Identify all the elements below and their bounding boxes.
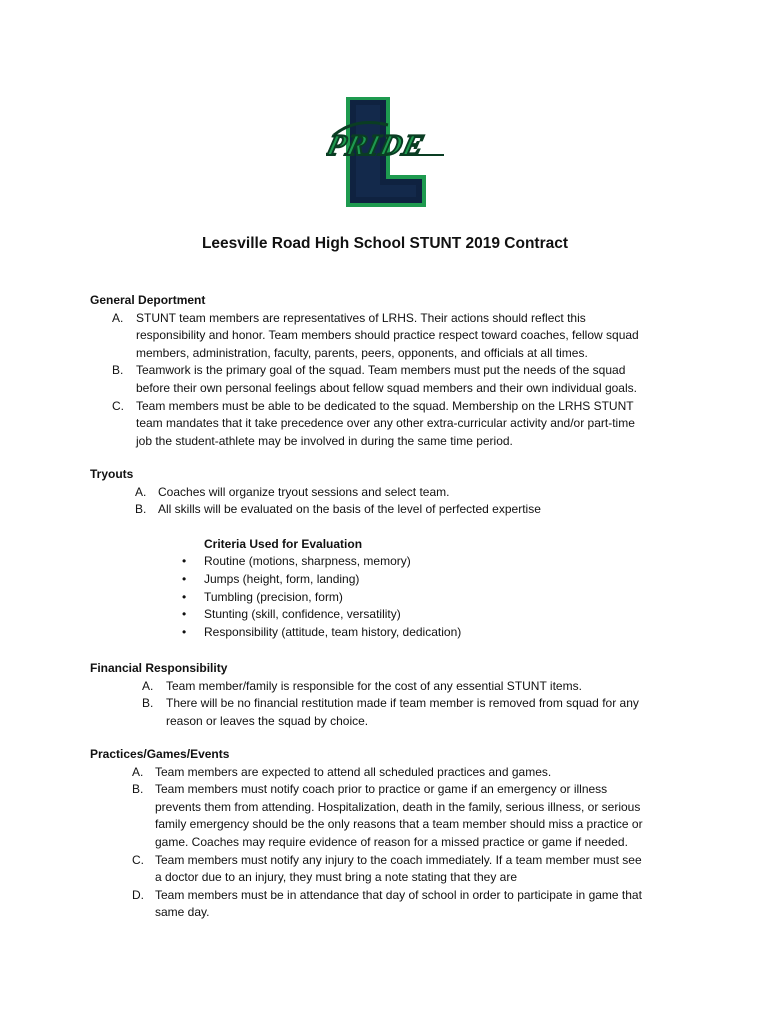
criteria-list [90,553,690,641]
bullet-icon: • [182,607,187,622]
list-item-line: Coaches will organize tryout sessions and select team. [158,484,450,499]
criteria-item [90,553,690,571]
criteria-text: Routine (motions, sharpness, memory) [204,554,411,569]
list-marker: A. [132,764,144,779]
list-marker: A. [142,678,154,693]
list-item [90,484,690,502]
criteria-item [90,624,690,642]
tryouts-list [90,484,690,519]
bullet-icon: • [182,571,187,586]
list-item-line: game. Coaches may require evidence of reason for a missed practice or game if needed. [155,834,628,849]
criteria-text: Tumbling (precision, form) [204,589,343,604]
bullet-icon: • [182,554,187,569]
list-item-line: responsibility and honor. Team members should practice respect toward coaches, fellow squad [136,328,639,343]
tryouts-section [90,466,690,641]
criteria-item [90,571,690,589]
section-heading: Financial Responsibility [90,661,228,675]
list-marker: B. [142,696,154,711]
list-item [90,852,690,887]
list-item-line: Team member/family is responsible for the cost of any essential STUNT items. [166,678,582,693]
list-item-line: prevents them from attending. Hospitalization, death in the family, serious illness, or serious [155,799,641,814]
list-item-line: Team members must notify coach prior to practice or game if an emergency or illness [155,782,608,797]
practices-section [90,746,690,922]
list-marker: B. [135,502,147,517]
list-item-line: Team members must notify any injury to the coach immediately. If a team member must see [155,852,642,867]
list-marker: C. [112,398,124,413]
list-item [90,781,690,851]
list-marker: B. [112,363,124,378]
list-item-line: family emergency should be the only reasons that a team member should miss a practice or [155,817,643,832]
list-marker: A. [135,484,147,499]
list-item [90,398,690,451]
criteria-text: Responsibility (attitude, team history, dedication) [204,624,462,639]
list-marker: C. [132,852,144,867]
list-item [90,362,690,397]
list-item [90,695,690,730]
list-item [90,764,690,782]
pride-text: PRIDE [326,128,429,162]
list-item-line: a doctor due to an injury, they must bring a note stating that they are [155,870,517,885]
bullet-icon: • [182,624,187,639]
section-heading: General Deportment [90,293,206,307]
list-item-line: Team members are expected to attend all scheduled practices and games. [155,764,552,779]
list-item-line: All skills will be evaluated on the basis of the level of perfected expertise [158,502,541,517]
list-item-line: Team members must be able to be dedicated to the squad. Membership on the LRHS STUNT [136,398,634,413]
list-item-line: before their own personal feelings about fellow squad members and their own individual goals. [136,380,637,395]
pride-l-logo-graphic [326,95,446,210]
list-item-line: job the student-athlete may be involved in during the same time period. [136,433,513,448]
list-marker: D. [132,887,144,902]
list-item-line: Team members must be in attendance that day of school in order to participate in game that [155,887,642,902]
list-item-line: reason or leaves the squad by choice. [166,713,369,728]
list-item-line: There will be no financial restitution made if team member is removed from squad for any [166,696,639,711]
list-item [90,501,690,519]
financial-list [90,678,690,731]
list-item [90,887,690,922]
practices-list [90,764,690,922]
list-item-line: Teamwork is the primary goal of the squad. Team members must put the needs of the squad [136,363,626,378]
criteria-text: Stunting (skill, confidence, versatility) [204,607,401,622]
list-item-line: members, administration, faculty, parents, peers, opponents, and officials at all times. [136,345,588,360]
list-marker: B. [132,782,144,797]
list-item-line: same day. [155,905,210,920]
list-item-line: team mandates that it take precedence over any other extra-curricular activity and/or part-time [136,416,635,431]
school-logo [326,95,446,210]
general-deportment-section [90,292,690,450]
list-item [90,310,690,363]
general-list [90,310,690,451]
list-item [90,678,690,696]
section-heading: Practices/Games/Events [90,747,230,761]
criteria-title: Criteria Used for Evaluation [204,536,363,551]
section-heading: Tryouts [90,467,134,481]
list-marker: A. [112,310,124,325]
bullet-icon: • [182,589,187,604]
criteria-text: Jumps (height, form, landing) [204,571,360,586]
criteria-item [90,606,690,624]
list-item-line: STUNT team members are representatives of LRHS. Their actions should reflect this [136,310,586,325]
document-title: Leesville Road High School STUNT 2019 Contract [201,235,569,252]
criteria-item [90,589,690,607]
financial-section [90,660,690,730]
